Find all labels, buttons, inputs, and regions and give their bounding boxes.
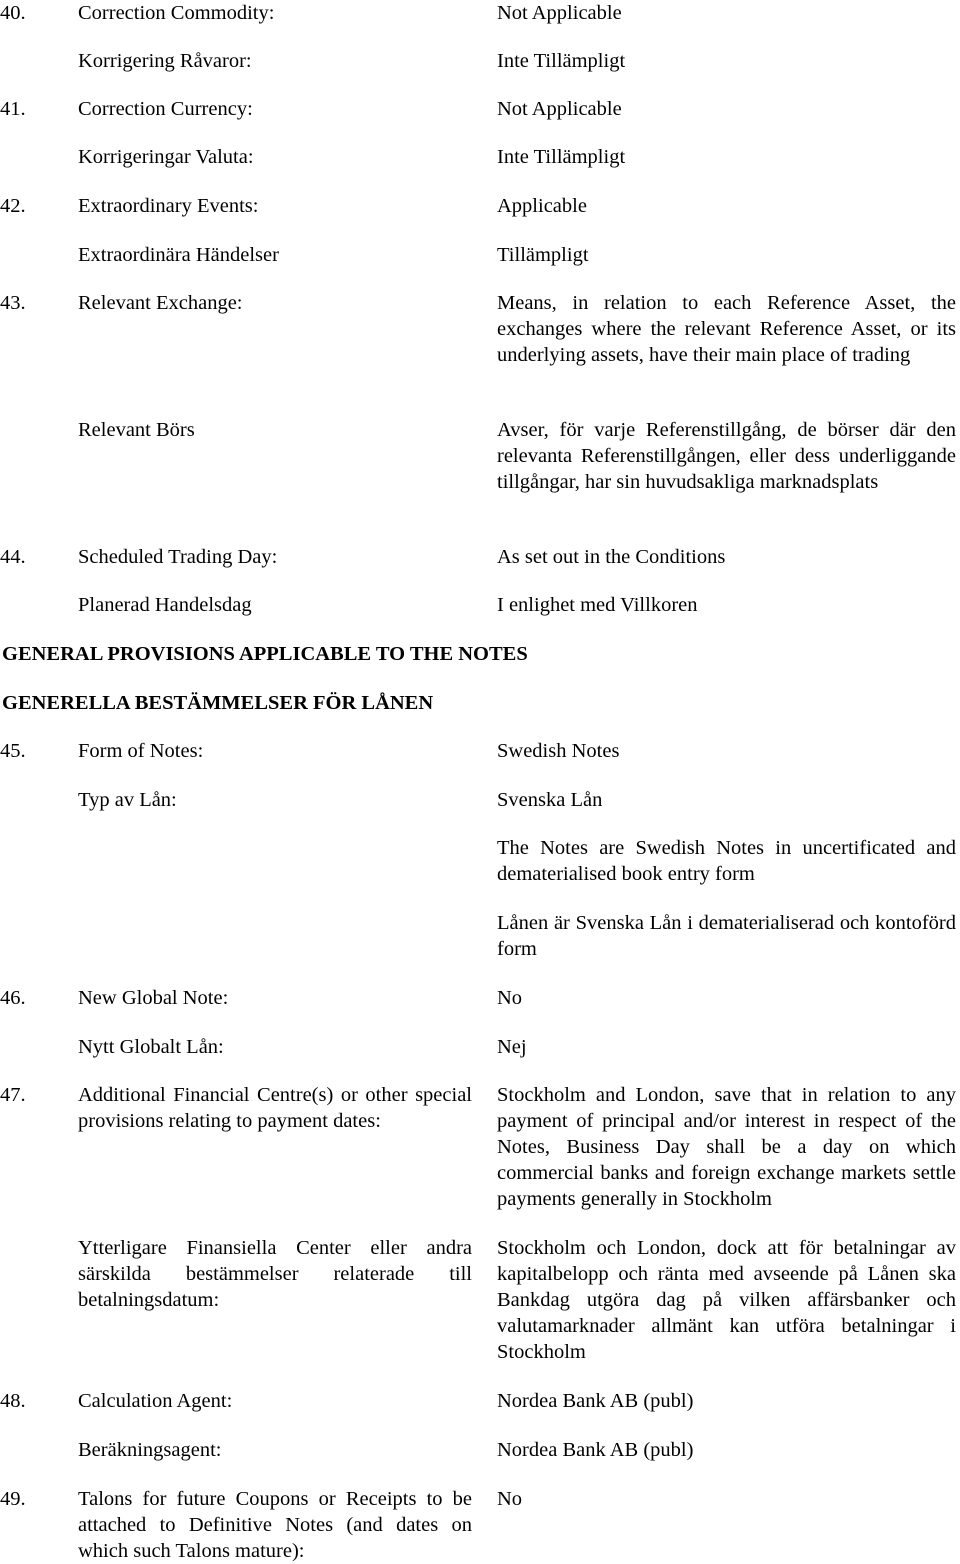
item-value-en: No xyxy=(497,1488,523,1510)
item-label-sv: Korrigeringar Valuta: xyxy=(78,146,254,168)
item-label-en: New Global Note: xyxy=(78,987,229,1009)
item-label-en: Talons for future Coupons or Receipts to be attached to Definitive Notes (and dates on which such Talons mature): xyxy=(78,1488,472,1562)
item-value-en: Applicable xyxy=(497,195,587,217)
item-label-sv: Korrigering Råvaror: xyxy=(78,50,252,72)
item-number: 41. xyxy=(0,98,26,120)
item-value-sv: I enlighet med Villkoren xyxy=(497,594,698,616)
item-label-sv: Relevant Börs xyxy=(78,419,195,441)
item-value-en: No xyxy=(497,987,523,1009)
item-extra-en: The Notes are Swedish Notes in uncertificated and dematerialised book entry form xyxy=(497,837,956,885)
item-value-sv: Tillämpligt xyxy=(497,244,589,266)
item-number: 48. xyxy=(0,1390,26,1412)
item-value-sv: Nordea Bank AB (publ) xyxy=(497,1439,694,1461)
item-label-en: Correction Commodity: xyxy=(78,2,275,24)
item-label-sv: Beräkningsagent: xyxy=(78,1439,222,1461)
item-number: 42. xyxy=(0,195,26,217)
item-value-sv: Svenska Lån xyxy=(497,789,603,811)
item-extra-sv: Lånen är Svenska Lån i dematerialiserad och kontoförd form xyxy=(497,912,956,960)
item-label-sv: Extraordinära Händelser xyxy=(78,244,279,266)
item-value-en: Not Applicable xyxy=(497,98,622,120)
item-value-sv: Inte Tillämpligt xyxy=(497,50,626,72)
item-value-sv: Nej xyxy=(497,1036,527,1058)
item-label-sv: Planerad Handelsdag xyxy=(78,594,252,616)
section-heading-en: GENERAL PROVISIONS APPLICABLE TO THE NOTES xyxy=(2,643,528,665)
item-label-sv: Nytt Globalt Lån: xyxy=(78,1036,224,1058)
item-value-en: Swedish Notes xyxy=(497,740,620,762)
item-label-en: Additional Financial Centre(s) or other special provisions relating to payment dates: xyxy=(78,1084,472,1132)
item-label-en: Form of Notes: xyxy=(78,740,204,762)
item-value-en: As set out in the Conditions xyxy=(497,546,726,568)
item-number: 43. xyxy=(0,292,26,314)
item-label-en: Correction Currency: xyxy=(78,98,253,120)
item-value-sv: Stockholm och London, dock att för betalningar av kapitalbelopp och ränta med avseende på Lånen ska Bankdag utgöra dag på vilken affärsbanker och valutamarknader allmänt kan utföra betalningar i Stockholm xyxy=(497,1237,956,1363)
item-label-en: Extraordinary Events: xyxy=(78,195,259,217)
section-heading-sv: GENERELLA BESTÄMMELSER FÖR LÅNEN xyxy=(2,692,434,714)
item-label-en: Scheduled Trading Day: xyxy=(78,546,278,568)
item-value-en: Means, in relation to each Reference Asset, the exchanges where the relevant Reference Asset, or its underlying assets, have their main place of trading xyxy=(497,292,956,366)
item-number: 45. xyxy=(0,740,26,762)
item-label-en: Calculation Agent: xyxy=(78,1390,233,1412)
item-number: 40. xyxy=(0,2,26,24)
item-number: 44. xyxy=(0,546,26,568)
item-number: 49. xyxy=(0,1488,26,1510)
item-value-en: Not Applicable xyxy=(497,2,622,24)
item-value-en: Stockholm and London, save that in relation to any payment of principal and/or interest in respect of the Notes, Business Day shall be a day on which commercial banks and foreign exchange markets settle payments generally in Stockholm xyxy=(497,1084,956,1210)
item-value-sv: Avser, för varje Referenstillgång, de börser där den relevanta Referenstillgången, eller dess underliggande tillgångar, har sin huvudsakliga marknadsplats xyxy=(497,419,956,493)
item-number: 47. xyxy=(0,1084,26,1106)
item-label-en: Relevant Exchange: xyxy=(78,292,243,314)
item-value-en: Nordea Bank AB (publ) xyxy=(497,1390,694,1412)
item-label-sv: Ytterligare Finansiella Center eller andra särskilda bestämmelser relaterade till betalningsdatum: xyxy=(78,1237,472,1311)
item-number: 46. xyxy=(0,987,26,1009)
item-label-sv: Typ av Lån: xyxy=(78,789,177,811)
item-value-sv: Inte Tillämpligt xyxy=(497,146,626,168)
